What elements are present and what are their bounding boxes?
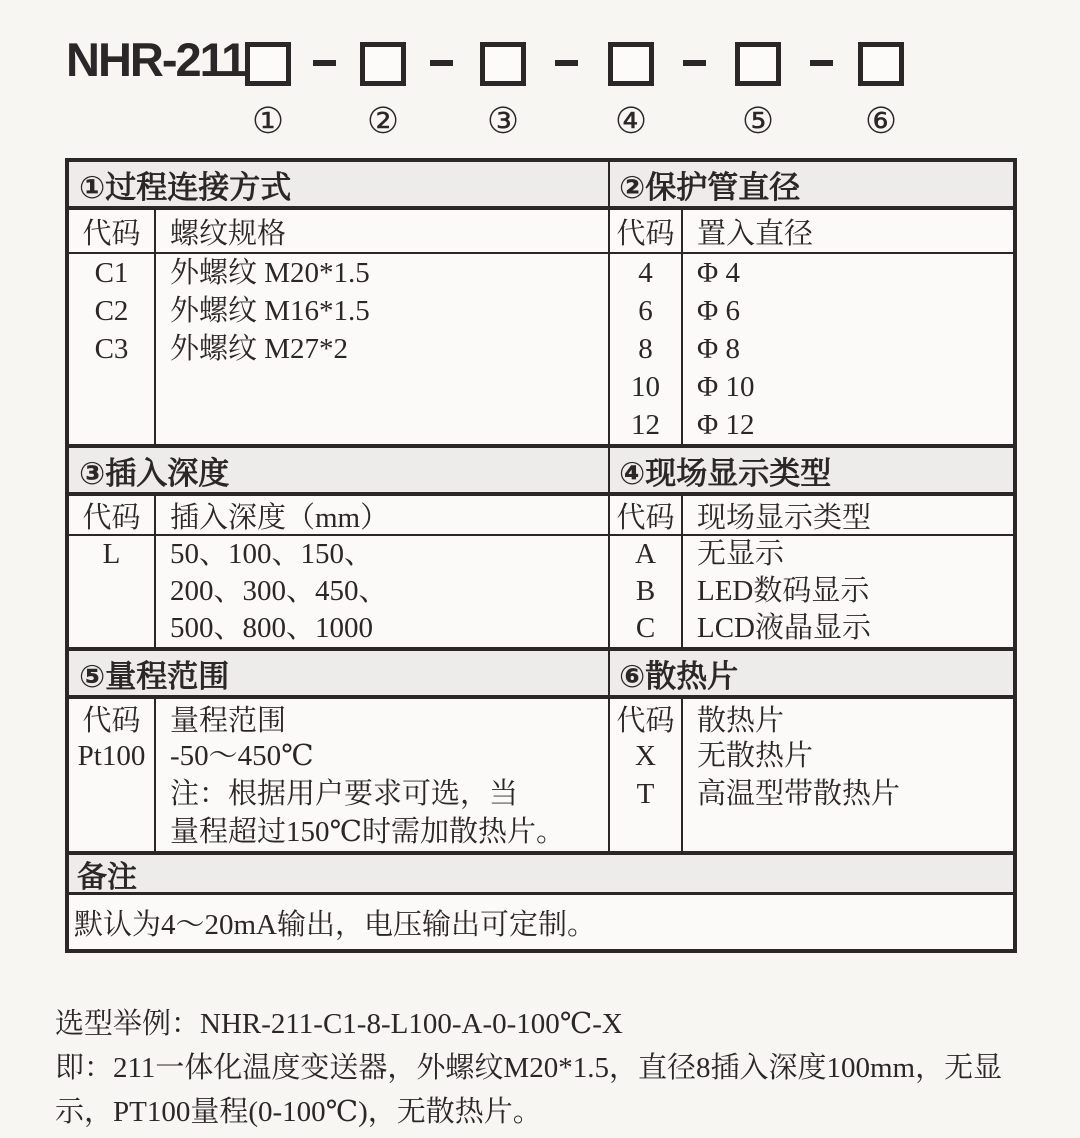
- row-value: 外螺纹 M20*1.5: [170, 257, 370, 289]
- value-column-header: 置入直径: [697, 217, 814, 250]
- row-value: 50、100、150、: [170, 538, 374, 570]
- row-code: X: [635, 740, 656, 772]
- example-line: 即：211一体化温度变送器，外螺纹M20*1.5，直径8插入深度100mm，无显: [55, 1052, 1003, 1084]
- model-code-box-1: [245, 42, 291, 86]
- position-label-1: ①: [251, 101, 285, 141]
- column-header-row: [610, 699, 1013, 737]
- row-value: Φ 8: [697, 333, 740, 365]
- code-column-header: 代码: [610, 699, 683, 737]
- section-header-row: [69, 448, 1013, 496]
- position-label-4: ④: [614, 101, 648, 141]
- code-column: [69, 254, 156, 444]
- section-title: ④现场显示类型: [619, 455, 832, 491]
- row-value: LCD液晶显示: [697, 612, 872, 644]
- value-column: [156, 536, 608, 647]
- row-value: 外螺纹 M16*1.5: [170, 295, 370, 327]
- sub-table: [610, 699, 1013, 851]
- row-code: C3: [94, 333, 129, 365]
- data-rows: [610, 737, 1013, 851]
- section-header-row: [69, 162, 1013, 210]
- code-column: [69, 737, 156, 851]
- model-prefix: NHR-211: [66, 33, 246, 86]
- row-code: [69, 775, 154, 813]
- section-block-1: [69, 162, 1013, 448]
- value-column: [683, 737, 1013, 851]
- dash-separator: [683, 60, 706, 66]
- code-column-header: 代码: [610, 210, 683, 252]
- row-value: 量程超过150℃时需加散热片。: [170, 816, 565, 848]
- row-code: 12: [631, 409, 660, 441]
- row-value: -50～450℃: [170, 740, 314, 772]
- value-column-header: 散热片: [697, 704, 785, 737]
- section-block-3: [69, 651, 1013, 855]
- row-value: Φ 6: [697, 295, 740, 327]
- sub-table: [69, 699, 610, 851]
- value-column: [156, 254, 608, 444]
- value-column-header: 插入深度（mm）: [170, 501, 390, 534]
- section-body: [69, 496, 1013, 647]
- section-body: [69, 210, 1013, 444]
- section-header-row: [69, 651, 1013, 699]
- data-rows: [69, 536, 608, 647]
- row-code: [69, 573, 154, 610]
- value-column-header: 现场显示类型: [697, 501, 872, 534]
- code-column: [610, 737, 683, 851]
- code-column: [610, 254, 683, 444]
- sub-table: [69, 496, 610, 647]
- row-value: LED数码显示: [697, 575, 870, 607]
- row-value: 注：根据用户要求可选，当: [170, 778, 519, 810]
- section-title: ②保护管直径: [619, 169, 801, 205]
- dash-separator: [430, 60, 453, 66]
- row-value: 外螺纹 M27*2: [170, 333, 349, 365]
- remarks-title: 备注: [69, 855, 1013, 895]
- row-value: 无显示: [697, 538, 785, 570]
- column-header-row: [69, 699, 608, 737]
- remarks-block: [69, 855, 1013, 949]
- row-code: L: [102, 538, 121, 570]
- column-header-row: [69, 210, 608, 254]
- value-column-header: 螺纹规格: [170, 217, 287, 250]
- row-value: Φ 10: [697, 371, 755, 403]
- model-code-box-5: [735, 42, 781, 86]
- column-header-row: [610, 496, 1013, 536]
- code-column: [69, 536, 156, 647]
- row-code: T: [636, 778, 655, 810]
- sub-table: [69, 210, 610, 444]
- row-value: Φ 4: [697, 257, 740, 289]
- value-column-header: 量程范围: [170, 704, 287, 737]
- position-label-3: ③: [486, 101, 520, 141]
- data-rows: [69, 254, 608, 444]
- row-code: A: [635, 538, 656, 570]
- section-title: ⑥散热片: [619, 658, 739, 694]
- position-label-2: ②: [366, 101, 400, 141]
- sub-table: [610, 496, 1013, 647]
- code-column-header: 代码: [69, 210, 156, 252]
- code-column-header: 代码: [610, 496, 683, 534]
- selection-table: [65, 158, 1017, 953]
- model-code-area: [0, 0, 1080, 158]
- dash-separator: [555, 60, 578, 66]
- position-label-5: ⑤: [741, 101, 775, 141]
- example-line: 示，PT100量程(0-100℃)，无散热片。: [55, 1096, 542, 1128]
- model-code-box-2: [360, 42, 406, 86]
- section-title: ①过程连接方式: [69, 162, 610, 206]
- row-value: 高温型带散热片: [697, 778, 901, 810]
- example-line: 选型举例：NHR-211-C1-8-L100-A-0-100℃-X: [55, 1008, 623, 1040]
- code-column: [610, 536, 683, 647]
- code-column-header: 代码: [69, 496, 156, 534]
- code-column-header: 代码: [69, 699, 156, 737]
- dash-separator: [810, 60, 833, 66]
- data-rows: [610, 254, 1013, 444]
- row-code: [69, 813, 154, 851]
- model-code-box-3: [480, 42, 526, 86]
- row-code: 10: [631, 371, 660, 403]
- row-code: 4: [638, 257, 653, 289]
- row-code: 8: [638, 333, 653, 365]
- sub-table: [610, 210, 1013, 444]
- dash-separator: [313, 60, 336, 66]
- value-column: [683, 254, 1013, 444]
- row-value: 500、800、1000: [170, 612, 374, 644]
- row-value: Φ 12: [697, 409, 755, 441]
- selection-example: [55, 1002, 1055, 1134]
- model-code-box-4: [608, 42, 654, 86]
- section-block-2: [69, 448, 1013, 651]
- value-column: [683, 536, 1013, 647]
- row-code: C: [635, 612, 656, 644]
- row-value: 无散热片: [697, 740, 814, 772]
- row-code: 6: [638, 295, 653, 327]
- section-title: ⑤量程范围: [69, 651, 610, 695]
- data-rows: [610, 536, 1013, 647]
- value-column: [156, 737, 608, 851]
- section-title: ③插入深度: [69, 448, 610, 492]
- row-code: B: [635, 575, 656, 607]
- section-body: [69, 699, 1013, 851]
- model-code-box-6: [858, 42, 904, 86]
- row-value: 200、300、450、: [170, 575, 388, 607]
- column-header-row: [69, 496, 608, 536]
- row-code: C2: [94, 295, 129, 327]
- row-code: Pt100: [77, 740, 146, 772]
- row-code: C1: [94, 257, 129, 289]
- position-label-6: ⑥: [864, 101, 898, 141]
- column-header-row: [610, 210, 1013, 254]
- data-rows: [69, 737, 608, 851]
- row-code: [69, 610, 154, 647]
- remarks-content: 默认为4～20mA输出，电压输出可定制。: [74, 908, 597, 941]
